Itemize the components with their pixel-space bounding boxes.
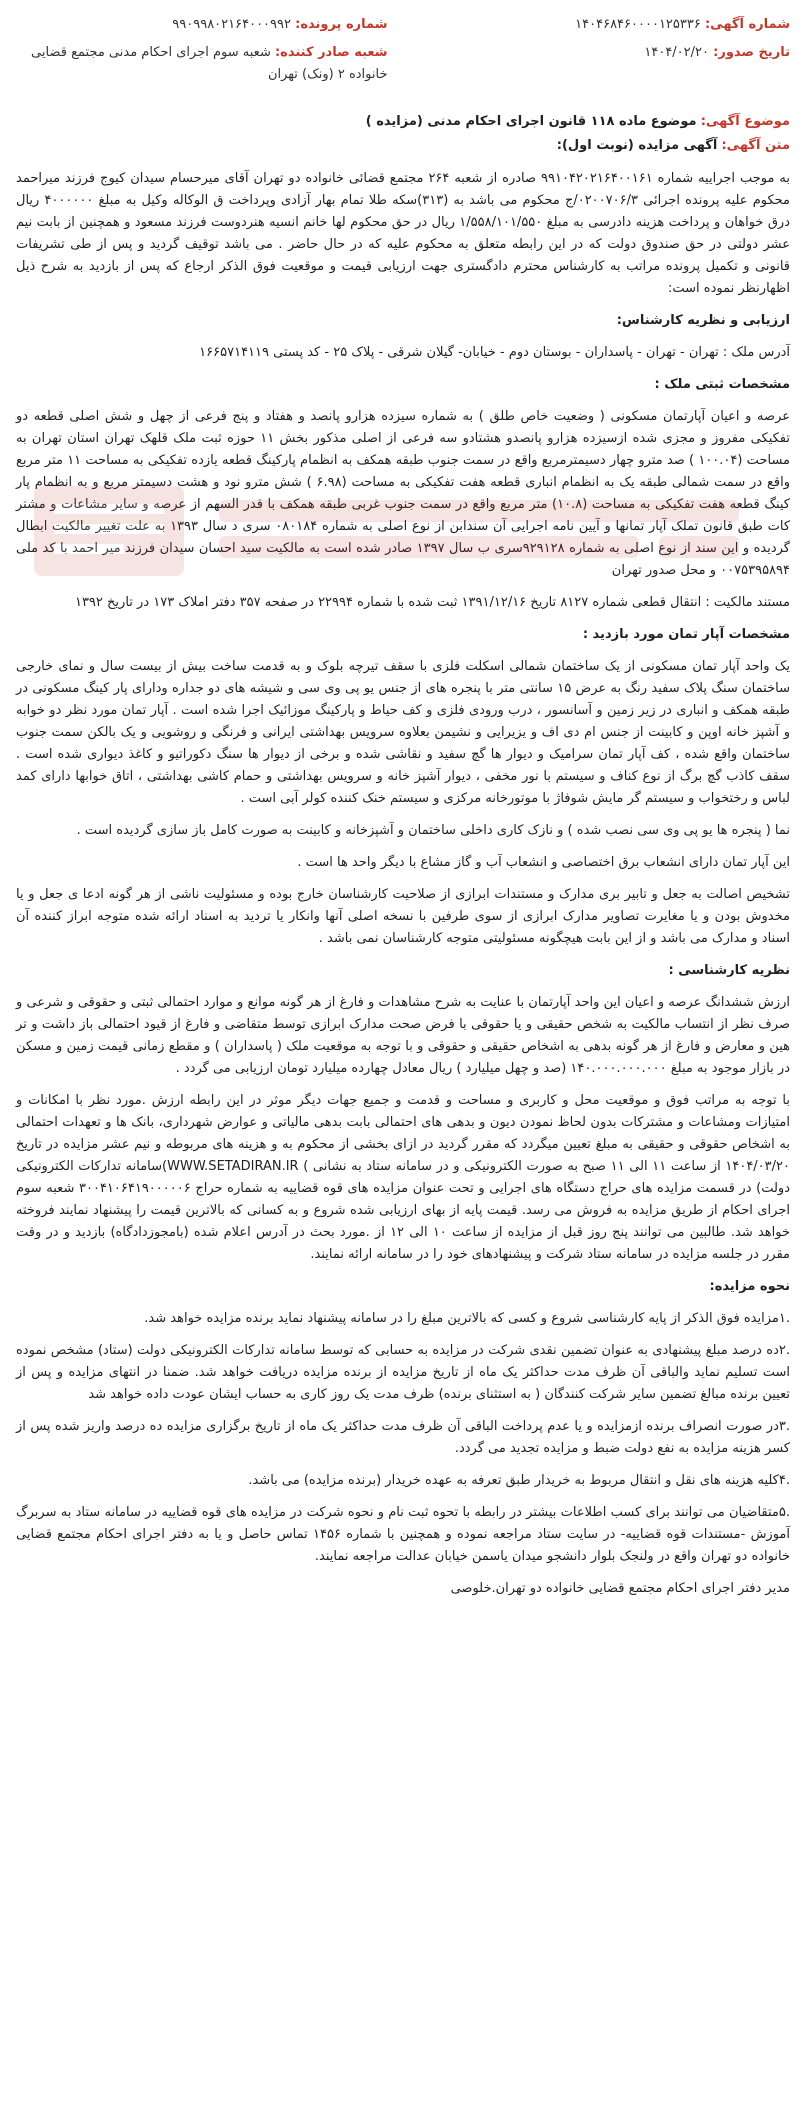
issuer-label: شعبه صادر کننده: — [274, 45, 388, 60]
expert-paragraph: ارزش ششدانگ عرصه و اعیان این واحد آپارتمان با عنایت به شرح مشاهدات و فارغ از هر گونه موانع و موارد احتمالی ثبتی و حقوقی و شرعی و صرف نظر از انتساب مالکیت به شخص حقیقی و یا حقوقی با فرض صحت مدارک ابرازی توسط متقاضی و فارغ از قیود احتمالی باز داشت و تر هین و معارض و فارغ از هر گونه بدهی به اشخاص حقیقی و حقوقی و با توجه به موقعیت ملک ( پاسداران ) و مقطع زمانی قیمت زمین و مسکن در بازار موجود به مبلغ ۱۴۰.۰۰۰.۰۰۰.۰۰۰ (صد و چهل میلیارد ) ریال معادل چهارده میلیارد تومان ارزیابی می گردد . — [16, 995, 790, 1076]
property-address: آدرس ملک : تهران - تهران - پاسداران - بوستان دوم - خیابان- گیلان شرقی - پلاک ۲۵ - کد پستی ۱۶۶۵۷۱۴۱۱۹ — [199, 345, 790, 360]
intro-paragraph: به موجب اجراییه شماره ۹۹۱۰۴۲۰۲۱۶۴۰۰۱۶۱ صادره از شعبه ۲۶۴ مجتمع قضائی خانواده دو تهران آقای میرحسام سیدان کیوج فرزند میراحمد محکوم علیه پرونده اجرائی ۰۲۰۰۷۰۶/۳/ج محکوم می باشد به (۳۱۳)سکه طلا تمام بهار آزادی وپرداخت ق الوکاله وکیل به مبلغ ۴۰۰۰۰۰۰ ریال درق خواهان و پرداخت هزینه دادرسی به مبلغ ۱/۵۵۸/۱۰۱/۵۵۰ ریال در حق محکوم لها خانم انسیه هنردوست فرزند مسعود و همچنین از بابت نیم عشر دولتی در حق صندوق دولت که در این رابطه متعلق به محکوم علیه که در حال حاضر . می باشد توقیف گردید و پس از طی تشریفات قانونی و تکمیل پرونده مراتب به کارشناس محترم دادگستری جهت ارزیابی قیمت و موقعیت فوق الذکر ارجاع که پس از بازدید به شرح ذیل اظهارنظر نموده است: — [16, 171, 790, 296]
procedure-item-5: .۵متقاضیان می توانند برای کسب اطلاعات بیشتر در رابطه با تحوه ثبت نام و نحوه شرکت در مزایده های قوه قضاییه در سامانه ستاد به سربرگ آموزش -مستندات قوه قضاییه- در سایت ستاد مراجعه نموده و همچنین با شماره ۱۴۵۶ تماس حاصل و یا به دفتر اجرای احکام مجتمع قضایی خانواده دو تهران واقع در ولنجک بلوار دانشجو میدان یاسمن خیابان عدالت مراجعه نمایند. — [16, 1505, 791, 1564]
body-title: آگهی مزایده (نوبت اول): — [556, 138, 718, 153]
registry-paragraph: عرصه و اعیان آپارتمان مسکونی ( وضعیت خاص طلق ) به شماره سیزده هزارو پانصد و هفتاد و پنج فرعی از چهل و شش اصلی قطعه دو تفکیکی مفروز و مجزی شده ازسیزده هزارو پانصدو هشتادو سه فرعی از اصلی مذکور بخش ۱۱ حوزه ثبت ملک قلهک تهران استان تهران به مساحت (۱۰۰.۰۴ ) صد مترو چهار دسیمترمربع واقع در سمت جنوب طبقه همکف به انظمام پارکینگ قطعه یازده تفکیکی به مساحت ۱۱ متر مربع واقع در سمت شمالی طبقه یک به انظمام انباری قطعه هفت تفکیکی به مساحت (۶.۹۸ ) شش مترو نود و هشت دسیمتر مربع و به انظمام پار کینگ قطعه هفت تفکیکی به مساحت (۱۰.۸) متر مربع واقع در سمت جنوب غربی طبقه همکف با قدر السهم از عرصه و سایر مشاعات و مشتر کات طبق قانون تملک آپار تمانها و آیین نامه اجرایی آن سندابن از نوع اصلی به شماره ۰۸۰۱۸۴ سری د سال ۱۳۹۳ به علت تغییر مالکیت ابطال گردیده و این سند از نوع اصلی به شماره ۹۲۹۱۲۸سری ب سال ۱۳۹۷ صادر شده است به مالکیت سید احسان سیدان فرزند میر احمد با کد ملی ۰۰۷۵۳۹۵۸۹۴ و محل صدور تهران — [16, 409, 791, 578]
meta-row-numbers — [16, 14, 790, 36]
ad-body — [16, 168, 790, 1600]
utilities-paragraph: این آپار تمان دارای انشعاب برق اختصاصی و انشعاب آب و گاز مشاع با دیگر واحد ها است . — [297, 855, 790, 870]
body-label: متن آگهی: — [721, 138, 790, 153]
ad-number-cell — [418, 14, 790, 36]
specs-paragraph-2: نما ( پنجره ها یو پی وی سی نصب شده ) و نازک کاری داخلی ساختمان و آشپزخانه و کابینت به صورت کامل باز سازی گردیده است . — [76, 823, 790, 838]
subject-block — [16, 110, 790, 158]
issue-date-label: تاریخ صدور: — [713, 45, 790, 60]
specs-heading: مشخصات آپار تمان مورد بازدید : — [582, 627, 790, 642]
registry-heading: مشخصات ثبتی ملک : — [654, 377, 790, 392]
subject-line — [16, 110, 790, 134]
conditions-paragraph: با توجه به مراتب فوق و موقعیت محل و کاربری و مساحت و قدمت و جمیع جهات دیگر موثر در این رابطه ارزش .مورد نظر با امکانات و امتیازات ومشاعات و مشترکات بدون لحاظ نمودن دیون و بدهی های احتمالی بابت بدهی مالیاتی و عوارض شهرداری، بانک ها و تعهدات احتمالی به اشخاص حقوقی و حقیقی به مبلغ تعیین میگردد که مقرر گردید در ازای بخشی از محکوم به و هزینه های مربوطه و نیم عشر مزایده در تاریخ ۱۴۰۴/۰۳/۲۰ از ساعت ۱۱ الی ۱۱ صبح به صورت الکترونیکی و در سامانه ستاد به نشانی ) WWW.SETADIRAN.IR)سامانه تدارکات الکترونیکی دولت) در قسمت مزایده های حراج دستگاه های اجرایی و تحت عنوان مزایده های قوه قضاییه به شماره حراج ۳۰۰۴۱۰۶۴۱۹۰۰۰۰۰۶ شعبه سوم اجرای احکام از طریق مزایده به فروش می رسد. قیمت پایه از بهای ارزیابی شده شروع و به کسانی که بالاترین قیمت را پیشنهاد نمایند فروخته خواهد شد. طالبین می توانند پنج روز قبل از مزایده از ساعت ۱۰ الی ۱۲ از .مورد بحث در آدرس اعلام شده (بامجوزدادگاه) بازدید و در وقت مقرر در جلسه مزایده در سامانه ستاد شرکت و پیشنهادهای خود را در سامانه ارائه نمایند. — [16, 1093, 790, 1262]
case-number: ۹۹۰۹۹۸۰۲۱۶۴۰۰۰۹۹۲ — [172, 17, 291, 32]
body-title-line — [16, 134, 790, 158]
case-number-label: شماره پرونده: — [295, 17, 388, 32]
procedure-item-3: .۳در صورت انصراف برنده ازمزایده و یا عدم پرداخت الباقی آن ظرف مدت حداکثر یک ماه از تاریخ برگزاری مزایده ده درصد واریز شده پس از کسر هزینه مزایده به نفع دولت ضبط و مزایده تجدید می گردد. — [16, 1419, 790, 1456]
procedure-heading: نحوه مزایده: — [709, 1279, 790, 1294]
appraisal-heading: ارزیابی و نظریه کارشناس: — [616, 313, 790, 328]
meta-row-issue — [16, 42, 790, 86]
specs-paragraph: یک واحد آپار تمان مسکونی از یک ساختمان شمالی اسکلت فلزی با سقف تیرچه بلوک و به قدمت ساخت بیش از بیست سال و نمای خارجی ساختمان سنگ پلاک سفید رنگ به عرض ۱۵ سانتی متر با پنجره های از جنس یو پی وی سی و شیشه های دو جداره ودارای پار کینگ مسکونی در طبقه همکف و انباری در زیر زمین و آسانسور ، درب ورودی فلزی و کف حیاط و پارکینگ موزائیک اجرا شده است . آپار تمان مورد نظر دو خوابه و آشپز خانه اوپن و کابینت از جنس ام دی اف و یزیرایی و نشیمن بعلاوه سرویس بهداشتی ایرانی و فرنگی و روشویی و یک بالکن سمت جنوب ساختمان واقع شده ، کف آپار تمان سرامیک و دیوار ها گچ سفید و نقاشی شده و برخی از دیوار ها سنگ دکوراتیو و کاغذ دیواری شده است . سقف کاذب گچ برگ از نوع کناف و سیستم با نور مخفی ، دیوار آشپز خانه و سرویس بهداشتی و حمام کاشی بهداشتی ، اتاق خوابها دارای کمد لباس و رختخواب و سیستم گر مایش شوفاژ با موتورخانه مرکزی و سیستم خنک کننده کولر آبی است . — [16, 659, 790, 806]
ad-number: ۱۴۰۴۶۸۴۶۰۰۰۰۱۲۵۳۳۶ — [575, 17, 701, 32]
procedure-item-1: .۱مزایده فوق الذکر از پایه کارشناسی شروع و کسی که بالاترین مبلغ را در سامانه پیشنهاد نماید برنده مزایده خواهد شد. — [144, 1311, 790, 1326]
ad-header — [16, 14, 790, 86]
ownership-deed: مستند مالکیت : انتقال قطعی شماره ۸۱۲۷ تاریخ ۱۳۹۱/۱۲/۱۶ ثبت شده با شماره ۲۲۹۹۴ در صفحه ۳۵۷ دفتر املاک ۱۷۳ در تاریخ ۱۳۹۲ — [74, 595, 790, 610]
procedure-item-2: .۲ده درصد مبلغ پیشنهادی به عنوان تضمین نقدی شرکت در مزایده به حسابی که توسط سامانه تدارکات الکترونیکی دولت (ستاد) مشخص نموده است تسلیم نماید والباقی آن ظرف مدت حداکثر یک ماه از تاریخ مزایده از برنده مزایده دریافت خواهد شد. ضمنا در انتهای مزایده و پس از تعیین برنده مبالغ تضمین سایر شرکت کنندگان ( به استثنای برنده) ظرف مدت یک روز کاری به حساب ایشان عودت داده خواهد شد — [16, 1343, 790, 1402]
case-number-cell — [16, 14, 388, 36]
issue-date-cell — [418, 42, 790, 86]
expert-heading: نظریه کارشناسی : — [668, 963, 790, 978]
subject-label: موضوع آگهی: — [700, 114, 790, 129]
issuer: شعبه سوم اجرای احکام مدنی مجتمع قضایی خانواده ۲ (ونک) تهران — [31, 45, 388, 82]
disclaimer-paragraph: تشخیص اصالت به جعل و تابیر بری مدارک و مستندات ابرازی از صلاحیت کارشناسان خارج بوده و مسئولیت ناشی از هر گونه ادعا ی جعل و یا مخدوش بودن و یا مغایرت تصاویر مدارک ابرازی از سوی طرفین با نسخه اصلی آنها وانکار یا تردید به اسناد ارائه شده متوجه ابراز کننده آن اسناد و مدارک می باشد و از این بابت هیچگونه مسئولیتی متوجه کارشناسان نمی باشد . — [16, 887, 790, 946]
ad-number-label: شماره آگهی: — [704, 17, 790, 32]
signature-line: مدیر دفتر اجرای احکام مجتمع قضایی خانواده دو تهران.خلوصی — [450, 1581, 790, 1596]
subject-text: موضوع ماده ۱۱۸ قانون اجرای احکام مدنی (مزایده ) — [365, 114, 697, 129]
issue-date: ۱۴۰۴/۰۲/۲۰ — [644, 45, 709, 60]
issuer-cell — [16, 42, 388, 86]
procedure-item-4: .۴کلیه هزینه های نقل و انتقال مربوط به خریدار طبق تعرفه به عهده خریدار (برنده مزایده) می باشد. — [248, 1473, 790, 1488]
